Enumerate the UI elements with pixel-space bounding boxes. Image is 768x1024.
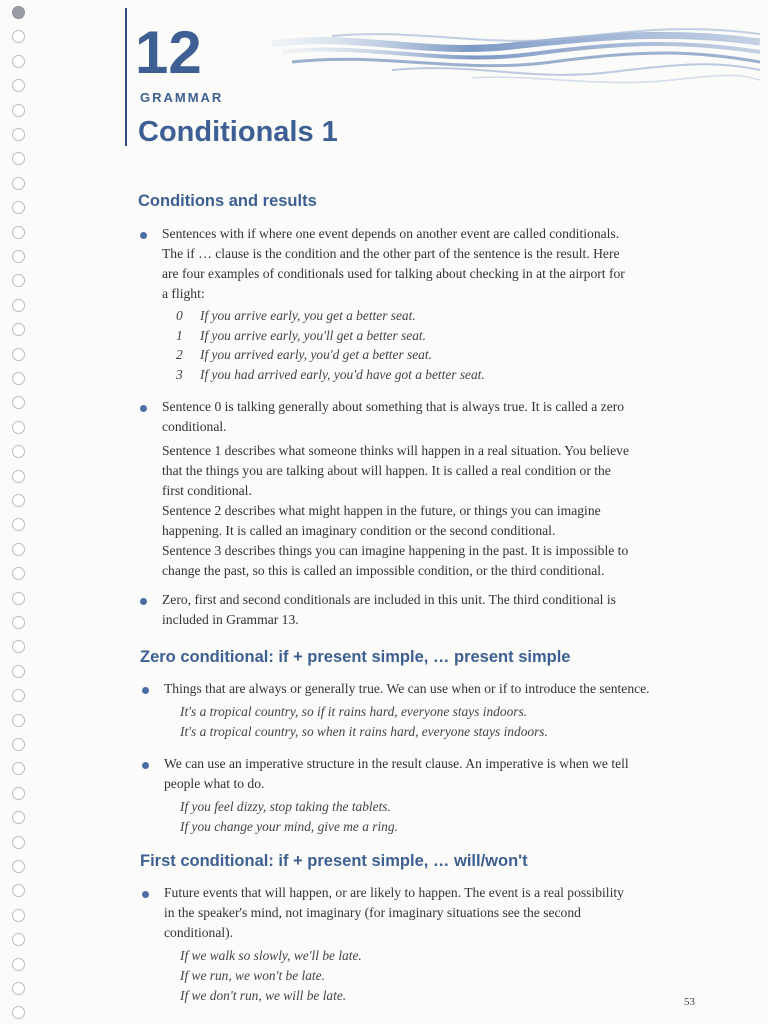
paragraph-unit-scope [162, 590, 707, 630]
example-sentence: If you feel dizzy, stop taking the tablets. [180, 799, 391, 814]
text-line: change the past, so this is called an impossible condition, or the third conditional. [162, 563, 605, 578]
example-sentence: It's a tropical country, so if it rains hard, everyone stays indoors. [180, 704, 528, 719]
section-heading-first-conditional: First conditional: if + present simple, … will/won't [140, 852, 528, 870]
binding-hole [12, 274, 25, 287]
example-text: If you had arrived early, you'd have got a better seat. [200, 366, 485, 382]
binding-hole [12, 958, 25, 971]
text-line: Zero, first and second conditionals are included in this unit. The third conditional is [162, 592, 616, 607]
paragraph-sentence-descriptions [162, 397, 707, 581]
text-line: that the things you are talking about will happen. It is called a real condition or the [162, 463, 611, 478]
binding-hole [12, 30, 25, 43]
example-text: If you arrived early, you'd get a better seat. [200, 347, 432, 363]
binding-hole [12, 689, 25, 702]
binding-hole [12, 494, 25, 507]
section-heading-conditions-results: Conditions and results [138, 192, 317, 210]
binding-hole [12, 982, 25, 995]
binding-hole [12, 348, 25, 361]
binding-hole [12, 104, 25, 117]
text-line: The if … clause is the condition and the other part of the sentence is the result. Here [162, 246, 620, 261]
binding-hole [12, 177, 25, 190]
example-text: If you arrive early, you get a better seat. [200, 308, 416, 323]
binding-hole [12, 396, 25, 409]
binding-hole [12, 226, 25, 239]
example-sentence: If you change your mind, give me a ring. [180, 819, 398, 834]
binding-hole [12, 738, 25, 751]
binding-hole [12, 470, 25, 483]
binding-hole [12, 762, 25, 775]
binding-hole [12, 1006, 25, 1019]
binding-hole [12, 299, 25, 312]
text-line: Sentence 0 is talking generally about something that is always true. It is called a zero [162, 399, 625, 414]
binding-hole [12, 445, 25, 458]
bullet-icon [142, 687, 149, 694]
text-line: conditional. [162, 419, 227, 434]
binding-hole [12, 372, 25, 385]
binding-hole [12, 201, 25, 214]
text-line: Sentence 1 describes what someone thinks will happen in a real situation. You believe [162, 443, 629, 458]
binding-hole [12, 323, 25, 336]
text-line: are four examples of conditionals used for talking about checking in at the airport for [162, 266, 625, 281]
example-text: If you arrive early, you'll get a better seat. [200, 327, 426, 343]
example-number: 0 [176, 308, 183, 323]
example-sentence: It's a tropical country, so when it rains hard, everyone stays indoors. [180, 724, 548, 739]
paragraph-first-conditional-use [164, 883, 709, 943]
binding-hole [12, 152, 25, 165]
page-number: 53 [684, 996, 695, 1008]
example-sentence: If we walk so slowly, we'll be late. [180, 948, 362, 963]
binding-hole [12, 518, 25, 531]
text-line: Sentences with if where one event depends on another event are called conditionals. [162, 226, 620, 241]
text-line: first conditional. [162, 483, 252, 498]
example-list-conditionals [176, 306, 485, 384]
binding-hole [12, 592, 25, 605]
page-title: Conditionals 1 [138, 116, 338, 148]
header-rule [125, 8, 127, 146]
example-number: 2 [176, 347, 183, 363]
binding-hole [12, 933, 25, 946]
bullet-icon [140, 232, 147, 239]
decorative-wave-graphic [272, 22, 762, 92]
example-item [176, 365, 485, 385]
binding-hole [12, 567, 25, 580]
example-number: 1 [176, 327, 183, 343]
text-line: happening. It is called an imaginary condition or the second conditional. [162, 523, 556, 538]
binding-hole [12, 616, 25, 629]
example-item [176, 306, 485, 326]
binding-hole [12, 836, 25, 849]
text-line: people what to do. [164, 776, 265, 791]
bullet-icon [140, 598, 147, 605]
binding-hole [12, 860, 25, 873]
section-heading-zero-conditional: Zero conditional: if + present simple, … present simple [140, 648, 571, 666]
binding-hole [12, 665, 25, 678]
example-sentence: If we run, we won't be late. [180, 968, 325, 983]
paragraph-zero-conditional-use: Things that are always or generally true. We can use when or if to introduce the sentence. [164, 681, 650, 696]
binding-hole [12, 884, 25, 897]
unit-kicker: GRAMMAR [140, 90, 224, 105]
bullet-icon [142, 762, 149, 769]
text-line: in the speaker's mind, not imaginary (for imaginary situations see the second [164, 905, 581, 920]
binding-hole [12, 6, 25, 19]
example-number: 3 [176, 366, 183, 382]
paragraph-imperative-structure [164, 754, 709, 794]
binding-hole [12, 543, 25, 556]
text-line: We can use an imperative structure in the result clause. An imperative is when we tell [164, 756, 629, 771]
binding-hole [12, 421, 25, 434]
example-item [176, 345, 485, 365]
unit-number: 12 [135, 19, 202, 86]
binding-hole [12, 909, 25, 922]
binding-hole [12, 250, 25, 263]
binding-hole [12, 79, 25, 92]
text-line: Sentence 3 describes things you can imagine happening in the past. It is impossible to [162, 543, 629, 558]
bullet-icon [142, 891, 149, 898]
bullet-icon [140, 405, 147, 412]
example-item [176, 326, 485, 346]
spiral-binding [12, 6, 28, 1024]
binding-hole [12, 640, 25, 653]
binding-hole [12, 128, 25, 141]
text-line: conditional). [164, 925, 234, 940]
text-line: Sentence 2 describes what might happen in the future, or things you can imagine [162, 503, 601, 518]
text-line: a flight: [162, 286, 205, 301]
binding-hole [12, 811, 25, 824]
binding-hole [12, 787, 25, 800]
text-line: included in Grammar 13. [162, 612, 299, 627]
binding-hole [12, 714, 25, 727]
binding-hole [12, 55, 25, 68]
example-sentence: If we don't run, we will be late. [180, 988, 347, 1003]
text-line: Future events that will happen, or are likely to happen. The event is a real possibility [164, 885, 624, 900]
paragraph-conditionals-intro [162, 224, 702, 304]
